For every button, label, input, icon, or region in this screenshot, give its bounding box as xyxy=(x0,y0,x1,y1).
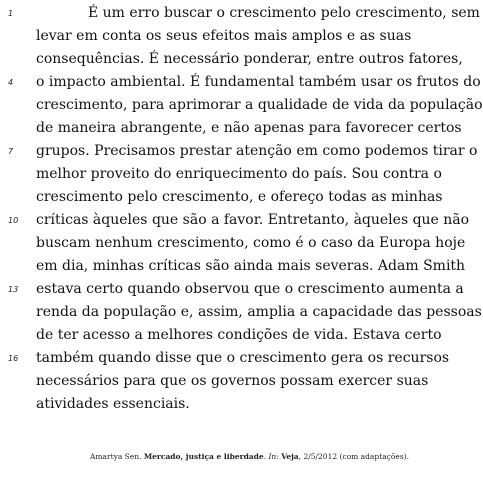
passage-line: críticas àqueles que são a favor. Entretanto, àqueles que não xyxy=(36,212,470,228)
passage-line: buscam nenhum crescimento, como é o caso da Europa hoje xyxy=(36,235,466,251)
source-details: , 2/5/2012 (com adaptações). xyxy=(298,452,409,461)
source-citation: Amartya Sen. Mercado, justiça e liberdade. In: Veja, 2/5/2012 (com adaptações). xyxy=(89,452,409,461)
passage-line: de ter acesso a melhores condições de vida. Estava certo xyxy=(36,327,442,343)
passage-line: necessários para que os governos possam exercer suas xyxy=(36,373,429,389)
passage-line: consequências. É necessário ponderar, entre outros fatores, xyxy=(36,51,463,67)
source-in-label: In: xyxy=(268,452,279,461)
passage-line: levar em conta os seus efeitos mais amplos e as suas xyxy=(36,28,412,44)
passage-line: estava certo quando observou que o crescimento aumenta a xyxy=(36,281,464,297)
line-number-13: 13 xyxy=(8,285,19,294)
passage-line: o impacto ambiental. É fundamental também usar os frutos do xyxy=(36,74,481,90)
line-number-7: 7 xyxy=(8,147,14,156)
passage-line: de maneira abrangente, e não apenas para favorecer certos xyxy=(36,120,462,136)
line-number-10: 10 xyxy=(8,216,19,225)
line-number-4: 4 xyxy=(8,78,14,87)
passage-line: crescimento, para aprimorar a qualidade de vida da população xyxy=(36,97,483,113)
passage-line: também quando disse que o crescimento gera os recursos xyxy=(36,350,450,366)
passage-line: É um erro buscar o crescimento pelo crescimento, sem xyxy=(88,5,480,21)
passage-line: crescimento pelo crescimento, e ofereço todas as minhas xyxy=(36,189,443,205)
line-number-16: 16 xyxy=(8,354,19,363)
passage-line: renda da população e, assim, amplia a capacidade das pessoas xyxy=(36,304,482,320)
passage-line: atividades essenciais. xyxy=(36,396,190,412)
source-publication: Veja xyxy=(281,452,299,461)
passage-line: grupos. Precisamos prestar atenção em como podemos tirar o xyxy=(36,143,478,159)
passage-line: em dia, minhas críticas são ainda mais severas. Adam Smith xyxy=(36,258,466,274)
line-number-1: 1 xyxy=(8,9,14,18)
passage-line: melhor proveito do enriquecimento do país. Sou contra o xyxy=(36,166,442,182)
passage-text xyxy=(36,2,483,416)
source-author: Amartya Sen. xyxy=(89,452,142,461)
source-title: Mercado, justiça e liberdade xyxy=(143,452,264,461)
